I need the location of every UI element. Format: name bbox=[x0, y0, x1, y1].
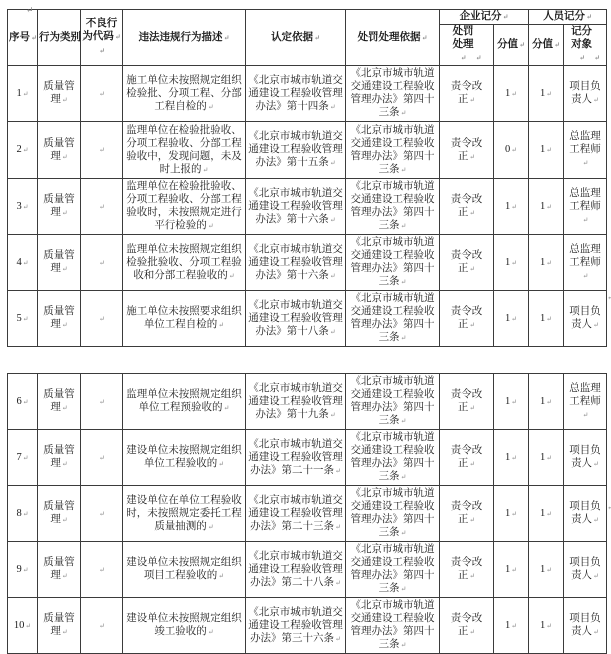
cell-score-target: 项目负责人 ↵ bbox=[564, 291, 607, 347]
paragraph-mark bbox=[26, 5, 34, 16]
table-row bbox=[8, 374, 607, 430]
header-punish-handle: 处罚处理 ↵ ↵ bbox=[440, 25, 494, 66]
cell-category: 质量管理 ↵ bbox=[38, 542, 81, 598]
cell-seq: 6 ↵ bbox=[8, 374, 38, 430]
cell-enterprise-score: 1 ↵ bbox=[494, 66, 529, 122]
table-row bbox=[8, 430, 607, 486]
cell-description: 监理单位未按照规定组织检验批验收、分项工程验收和分部工程验收的 ↵ bbox=[123, 235, 246, 291]
cell-punish-basis: 《北京市城市轨道交通建设工程验收管理办法》第四十三条 ↵ bbox=[346, 542, 440, 598]
cell-punish-basis: 《北京市城市轨道交通建设工程验收管理办法》第四十三条 ↵ bbox=[346, 235, 440, 291]
header-seq: 序号 ↵ bbox=[8, 10, 38, 66]
cell-basis: 《北京市城市轨道交通建设工程验收管理办法》第三十六条 ↵ bbox=[246, 598, 346, 654]
cell-score-target: 项目负责人 ↵ bbox=[564, 486, 607, 542]
cell-punishment: 责令改正 ↵ bbox=[440, 374, 494, 430]
cell-enterprise-score: 1 ↵ bbox=[494, 430, 529, 486]
cell-personnel-score: 1 ↵ bbox=[529, 291, 564, 347]
cell-punish-basis: 《北京市城市轨道交通建设工程验收管理办法》第四十三条 ↵ bbox=[346, 179, 440, 235]
cell-bad-code bbox=[81, 542, 123, 598]
violations-table-part2 bbox=[7, 373, 607, 654]
cell-enterprise-score: 1 ↵ bbox=[494, 291, 529, 347]
cell-basis: 《北京市城市轨道交通建设工程验收管理办法》第十六条 ↵ bbox=[246, 235, 346, 291]
cell-score-target: 总监理工程师 ↵ bbox=[564, 235, 607, 291]
cell-seq: 2 ↵ bbox=[8, 122, 38, 179]
cell-category: 质量管理 ↵ bbox=[38, 179, 81, 235]
header-row-groups bbox=[8, 10, 607, 25]
cell-score-target: 项目负责人 ↵ bbox=[564, 430, 607, 486]
cell-punishment: 责令改正 ↵ bbox=[440, 430, 494, 486]
cell-description: 建设单位在单位工程验收时，未按照规定委托工程质量抽测的 ↵ bbox=[123, 486, 246, 542]
cell-category: 质量管理 ↵ bbox=[38, 598, 81, 654]
table-row bbox=[8, 291, 607, 347]
table-row bbox=[8, 235, 607, 291]
cell-enterprise-score: 1 ↵ bbox=[494, 486, 529, 542]
header-score-target: 记分对象 ↵ ↵ bbox=[564, 25, 607, 66]
cell-seq: 7 ↵ bbox=[8, 430, 38, 486]
cell-score-target: 总监理工程师 ↵ bbox=[564, 122, 607, 179]
cell-enterprise-score: 1 ↵ bbox=[494, 374, 529, 430]
cell-punishment: 责令改正 ↵ bbox=[440, 179, 494, 235]
cell-bad-code bbox=[81, 486, 123, 542]
table-row bbox=[8, 66, 607, 122]
cell-bad-code bbox=[81, 430, 123, 486]
cell-bad-code bbox=[81, 291, 123, 347]
cell-punish-basis: 《北京市城市轨道交通建设工程验收管理办法》第四十三条 ↵ bbox=[346, 430, 440, 486]
cell-basis: 《北京市城市轨道交通建设工程验收管理办法》第二十一条 ↵ bbox=[246, 430, 346, 486]
cell-category: 质量管理 ↵ bbox=[38, 122, 81, 179]
cell-seq: 3 ↵ bbox=[8, 179, 38, 235]
cell-personnel-score: 1 ↵ bbox=[529, 179, 564, 235]
cell-seq: 8 ↵ bbox=[8, 486, 38, 542]
cell-score-target: 项目负责人 ↵ bbox=[564, 542, 607, 598]
cell-category: 质量管理 ↵ bbox=[38, 291, 81, 347]
header-punish-basis: 处罚处理依据 ↵ bbox=[346, 10, 440, 66]
table-row bbox=[8, 598, 607, 654]
cell-seq: 5 ↵ bbox=[8, 291, 38, 347]
cell-basis: 《北京市城市轨道交通建设工程验收管理办法》第十五条 ↵ bbox=[246, 122, 346, 179]
header-enterprise-score-group: 企业记分 ↵ bbox=[440, 10, 529, 25]
cell-punish-basis: 《北京市城市轨道交通建设工程验收管理办法》第四十三条 ↵ bbox=[346, 486, 440, 542]
cell-basis: 《北京市城市轨道交通建设工程验收管理办法》第二十八条 ↵ bbox=[246, 542, 346, 598]
cell-punishment: 责令改正 ↵ bbox=[440, 291, 494, 347]
cell-personnel-score: 1 ↵ bbox=[529, 66, 564, 122]
cell-punish-basis: 《北京市城市轨道交通建设工程验收管理办法》第四十三条 ↵ bbox=[346, 598, 440, 654]
cell-punishment: 责令改正 ↵ bbox=[440, 542, 494, 598]
cell-punishment: 责令改正 ↵ bbox=[440, 486, 494, 542]
cell-description: 施工单位未按照规定组织检验批、分项工程、分部工程自检的 ↵ bbox=[123, 66, 246, 122]
table-row bbox=[8, 179, 607, 235]
cell-description: 施工单位未按照要求组织单位工程自检的 ↵ bbox=[123, 291, 246, 347]
cell-punishment: 责令改正 ↵ bbox=[440, 235, 494, 291]
header-personnel-score: 分值 ↵ bbox=[529, 25, 564, 66]
cell-category: 质量管理 ↵ bbox=[38, 235, 81, 291]
cell-category: 质量管理 ↵ bbox=[38, 430, 81, 486]
table-body-2 bbox=[8, 374, 607, 654]
cell-enterprise-score: 1 ↵ bbox=[494, 179, 529, 235]
cell-category: 质量管理 ↵ bbox=[38, 66, 81, 122]
cell-seq: 1 ↵ bbox=[8, 66, 38, 122]
cell-basis: 《北京市城市轨道交通建设工程验收管理办法》第十六条 ↵ bbox=[246, 179, 346, 235]
violations-table-part1 bbox=[7, 9, 607, 347]
cell-category: 质量管理 ↵ bbox=[38, 486, 81, 542]
cell-seq: 10 ↵ bbox=[8, 598, 38, 654]
header-basis: 认定依据 ↵ bbox=[246, 10, 346, 66]
cell-basis: 《北京市城市轨道交通建设工程验收管理办法》第十八条 ↵ bbox=[246, 291, 346, 347]
cell-score-target: 总监理工程师 ↵ bbox=[564, 374, 607, 430]
cell-personnel-score: 1 ↵ bbox=[529, 486, 564, 542]
cell-bad-code bbox=[81, 122, 123, 179]
header-description: 违法违规行为描述 ↵ bbox=[123, 10, 246, 66]
cell-score-target: 总监理工程师 ↵ bbox=[564, 179, 607, 235]
cell-seq: 9 ↵ bbox=[8, 542, 38, 598]
cell-bad-code bbox=[81, 66, 123, 122]
table-end-mark bbox=[607, 293, 611, 302]
header-category: 行为类别 ↵ bbox=[38, 10, 81, 66]
cell-description: 建设单位未按照规定组织单位工程验收的 ↵ bbox=[123, 430, 246, 486]
cell-description: 建设单位未按照规定组织项目工程验收的 ↵ bbox=[123, 542, 246, 598]
cell-bad-code bbox=[81, 179, 123, 235]
cell-personnel-score: 1 ↵ bbox=[529, 598, 564, 654]
cell-punish-basis: 《北京市城市轨道交通建设工程验收管理办法》第四十三条 ↵ bbox=[346, 122, 440, 179]
cell-basis: 《北京市城市轨道交通建设工程验收管理办法》第十九条 ↵ bbox=[246, 374, 346, 430]
table-body-1 bbox=[8, 66, 607, 347]
table-header bbox=[8, 10, 607, 66]
cell-bad-code bbox=[81, 598, 123, 654]
cell-personnel-score: 1 ↵ bbox=[529, 542, 564, 598]
cell-description: 监理单位在检验批验收、分项工程验收、分部工程验收中，发现问题，未及时上报的 ↵ bbox=[123, 122, 246, 179]
cell-bad-code bbox=[81, 235, 123, 291]
cell-description: 建设单位未按照规定组织竣工验收的 ↵ bbox=[123, 598, 246, 654]
cell-enterprise-score: 0 ↵ bbox=[494, 122, 529, 179]
cell-punish-basis: 《北京市城市轨道交通建设工程验收管理办法》第四十三条 ↵ bbox=[346, 374, 440, 430]
cell-seq: 4 ↵ bbox=[8, 235, 38, 291]
cell-description: 监理单位在检验批验收、分项工程验收、分部工程验收时，未按照规定进行平行检验的 ↵ bbox=[123, 179, 246, 235]
cell-personnel-score: 1 ↵ bbox=[529, 122, 564, 179]
cell-personnel-score: 1 ↵ bbox=[529, 374, 564, 430]
cell-punishment: 责令改正 ↵ bbox=[440, 122, 494, 179]
cell-enterprise-score: 1 ↵ bbox=[494, 598, 529, 654]
cell-score-target: 项目负责人 ↵ bbox=[564, 598, 607, 654]
header-personnel-score-group: 人员记分 ↵ bbox=[529, 10, 607, 25]
cell-bad-code bbox=[81, 374, 123, 430]
header-enterprise-score: 分值 ↵ bbox=[494, 25, 529, 66]
cell-punish-basis: 《北京市城市轨道交通建设工程验收管理办法》第四十三条 ↵ bbox=[346, 66, 440, 122]
header-bad-code: 不良行为代码 ↵ ↵ bbox=[81, 10, 123, 66]
cell-personnel-score: 1 ↵ bbox=[529, 430, 564, 486]
cell-punishment: 责令改正 ↵ bbox=[440, 598, 494, 654]
cell-score-target: 项目负责人 ↵ bbox=[564, 66, 607, 122]
table-row bbox=[8, 542, 607, 598]
cell-punishment: 责令改正 ↵ bbox=[440, 66, 494, 122]
cell-personnel-score: 1 ↵ bbox=[529, 235, 564, 291]
cell-enterprise-score: 1 ↵ bbox=[494, 542, 529, 598]
table-row bbox=[8, 122, 607, 179]
table-end-mark bbox=[607, 503, 611, 512]
table-row bbox=[8, 486, 607, 542]
cell-description: 监理单位未按照规定组织单位工程预验收的 ↵ bbox=[123, 374, 246, 430]
cell-punish-basis: 《北京市城市轨道交通建设工程验收管理办法》第四十三条 ↵ bbox=[346, 291, 440, 347]
cell-enterprise-score: 1 ↵ bbox=[494, 235, 529, 291]
cell-basis: 《北京市城市轨道交通建设工程验收管理办法》第十四条 ↵ bbox=[246, 66, 346, 122]
cell-category: 质量管理 ↵ bbox=[38, 374, 81, 430]
cell-basis: 《北京市城市轨道交通建设工程验收管理办法》第二十三条 ↵ bbox=[246, 486, 346, 542]
